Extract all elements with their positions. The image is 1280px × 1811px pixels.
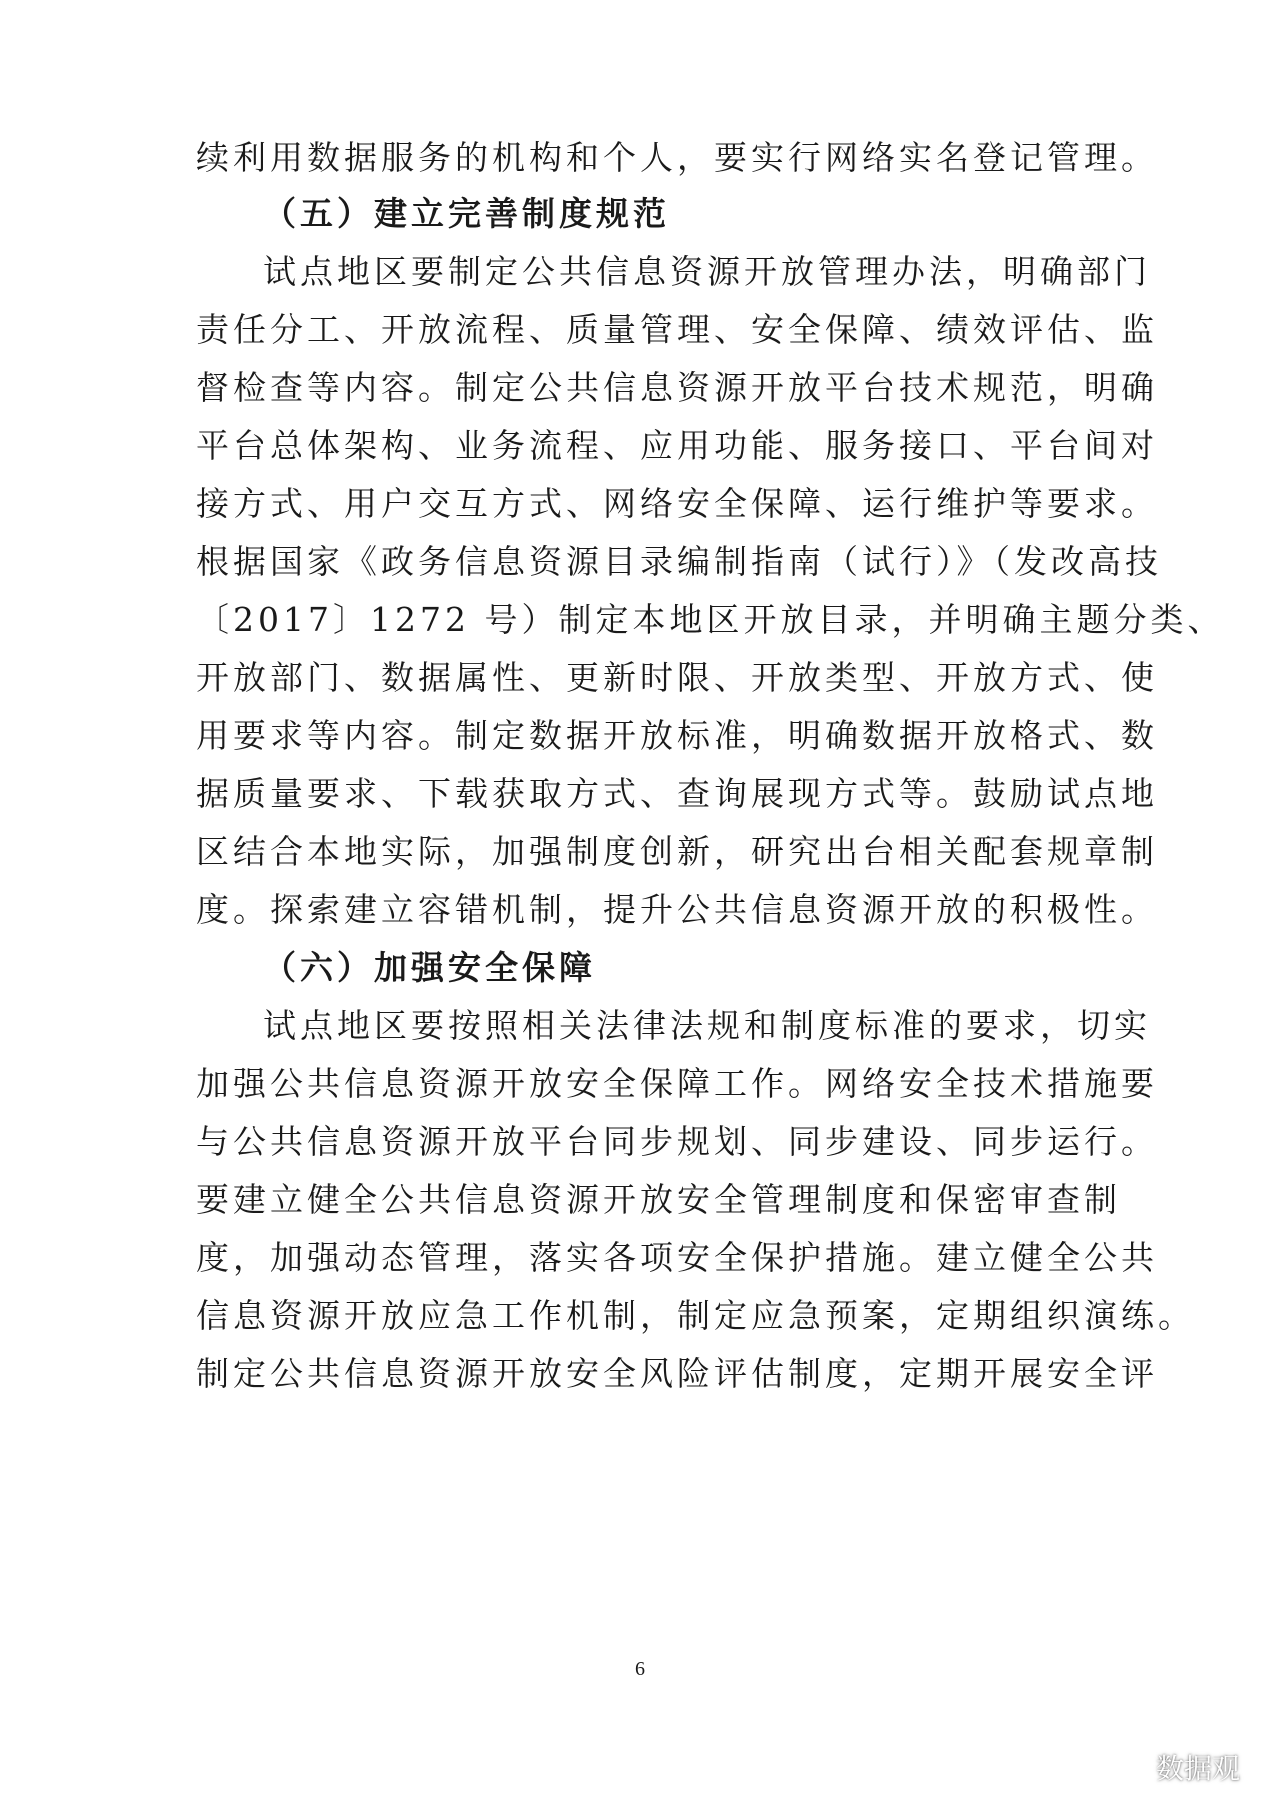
body-text-line: 用要求等内容。制定数据开放标准，明确数据开放格式、数 — [196, 716, 1158, 755]
body-text-line: 要建立健全公共信息资源开放安全管理制度和保密审查制 — [196, 1180, 1121, 1219]
section-heading-5: （五）建立完善制度规范 — [263, 194, 670, 233]
body-text-line: 度，加强动态管理，落实各项安全保护措施。建立健全公共 — [196, 1238, 1158, 1277]
body-text-line: 接方式、用户交互方式、网络安全保障、运行维护等要求。 — [196, 484, 1158, 523]
body-text-line: 制定公共信息资源开放安全风险评估制度，定期开展安全评 — [196, 1354, 1158, 1393]
body-text-line: 据质量要求、下载获取方式、查询展现方式等。鼓励试点地 — [196, 774, 1158, 813]
body-text-line: 〔2017〕1272 号）制定本地区开放目录，并明确主题分类、 — [196, 600, 1225, 639]
body-text-line: 区结合本地实际，加强制度创新，研究出台相关配套规章制 — [196, 832, 1158, 871]
body-text-line: 平台总体架构、业务流程、应用功能、服务接口、平台间对 — [196, 426, 1158, 465]
body-text-line: 责任分工、开放流程、质量管理、安全保障、绩效评估、监 — [196, 310, 1158, 349]
body-text-line: 开放部门、数据属性、更新时限、开放类型、开放方式、使 — [196, 658, 1158, 697]
wechat-icon — [1108, 1750, 1148, 1784]
body-text-line: 信息资源开放应急工作机制，制定应急预案，定期组织演练。 — [196, 1296, 1195, 1335]
watermark-text: 数据观 — [1155, 1752, 1240, 1785]
body-text-line: 督检查等内容。制定公共信息资源开放平台技术规范，明确 — [196, 368, 1158, 407]
body-text-line: 根据国家《政务信息资源目录编制指南（试行）》（发改高技 — [196, 542, 1162, 581]
body-text-line: 试点地区要按照相关法律法规和制度标准的要求，切实 — [263, 1006, 1151, 1045]
watermark — [1108, 1747, 1240, 1787]
page-number: 6 — [635, 1658, 645, 1680]
body-text-line: 续利用数据服务的机构和个人，要实行网络实名登记管理。 — [196, 138, 1158, 177]
section-heading-6: （六）加强安全保障 — [263, 948, 596, 987]
body-text-line: 与公共信息资源开放平台同步规划、同步建设、同步运行。 — [196, 1122, 1158, 1161]
body-text-line: 加强公共信息资源开放安全保障工作。网络安全技术措施要 — [196, 1064, 1158, 1103]
body-text-line: 试点地区要制定公共信息资源开放管理办法，明确部门 — [263, 252, 1151, 291]
body-text-line: 度。探索建立容错机制，提升公共信息资源开放的积极性。 — [196, 890, 1158, 929]
